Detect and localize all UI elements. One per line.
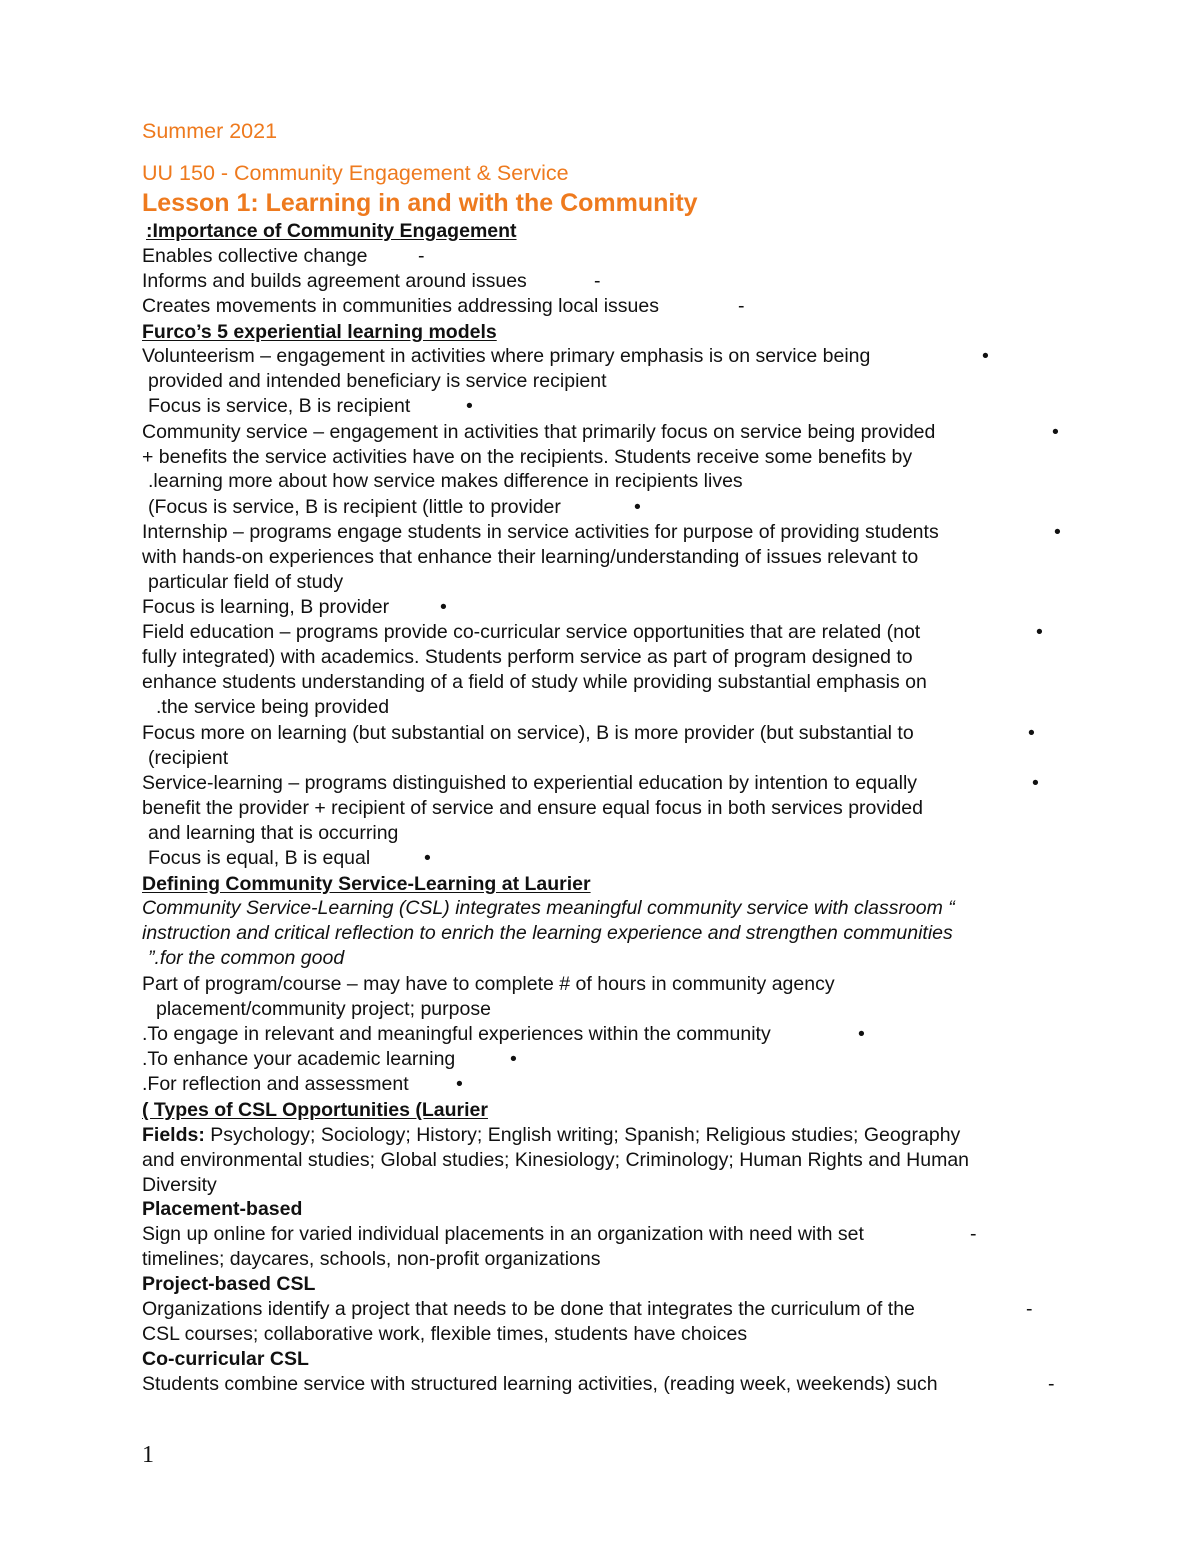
body-line: + benefits the service activities have on the recipients. Students receive some benefits by	[142, 446, 913, 468]
dash-marker: -	[418, 245, 425, 267]
body-line: .To enhance your academic learning	[142, 1048, 456, 1070]
bullet-marker: •	[1052, 421, 1059, 443]
body-line: Service-learning – programs distinguished to experiential education by intention to equally	[142, 772, 918, 794]
body-line: Focus is learning, B provider	[142, 596, 390, 618]
body-line: Informs and builds agreement around issues	[142, 270, 527, 292]
dash-marker: -	[738, 295, 745, 317]
body-line: Enables collective change	[142, 245, 368, 267]
body-line: Part of program/course – may have to complete # of hours in community agency	[142, 973, 835, 995]
fields-label: Fields:	[142, 1124, 205, 1146]
body-line: Volunteerism – engagement in activities where primary emphasis is on service being	[142, 345, 871, 367]
subheading-cocurricular: Co-curricular CSL	[142, 1348, 309, 1370]
body-line: fully integrated) with academics. Students perform service as part of program designed to	[142, 646, 913, 668]
body-line: .the service being provided	[156, 696, 390, 718]
bullet-marker: •	[424, 847, 431, 869]
body-line: Focus is equal, B is equal	[148, 847, 371, 869]
bullet-marker: •	[858, 1023, 865, 1045]
body-line: provided and intended beneficiary is service recipient	[148, 370, 607, 392]
body-line: benefit the provider + recipient of service and ensure equal focus in both services provided	[142, 797, 923, 819]
bullet-marker: •	[1036, 621, 1043, 643]
body-line: Students combine service with structured learning activities, (reading week, weekends) such	[142, 1373, 938, 1395]
bullet-marker: •	[1054, 521, 1061, 543]
subheading-project: Project-based CSL	[142, 1273, 316, 1295]
body-line: with hands-on experiences that enhance their learning/understanding of issues relevant to	[142, 546, 919, 568]
course-title: UU 150 - Community Engagement & Service	[142, 161, 569, 185]
dash-marker: -	[594, 270, 601, 292]
body-line: and environmental studies; Global studies; Kinesiology; Criminology; Human Rights and Human	[142, 1149, 970, 1171]
section-heading-types: ( Types of CSL Opportunities (Laurier	[142, 1099, 488, 1121]
bullet-marker: •	[1028, 722, 1035, 744]
body-line: Creates movements in communities addressing local issues	[142, 295, 659, 317]
bullet-marker: •	[510, 1048, 517, 1070]
section-heading-furco: Furco’s 5 experiential learning models	[142, 321, 497, 343]
body-line: Field education – programs provide co-curricular service opportunities that are related (not	[142, 621, 921, 643]
section-heading-csl: Defining Community Service-Learning at Laurier	[142, 873, 591, 895]
bullet-marker: •	[440, 596, 447, 618]
body-line: (Focus is service, B is recipient (little to provider	[148, 496, 561, 518]
body-line: placement/community project; purpose	[156, 998, 491, 1020]
body-line: Diversity	[142, 1174, 217, 1196]
bullet-marker: •	[466, 395, 473, 417]
body-line: Focus is service, B is recipient	[148, 395, 411, 417]
bullet-marker: •	[456, 1073, 463, 1095]
body-line: Sign up online for varied individual placements in an organization with need with set	[142, 1223, 864, 1245]
body-line: Focus more on learning (but substantial on service), B is more provider (but substantial to	[142, 722, 914, 744]
fields-text: Psychology; Sociology; History; English writing; Spanish; Religious studies; Geography	[210, 1124, 961, 1146]
section-heading-importance: :Importance of Community Engagement	[146, 220, 517, 242]
subheading-placement: Placement-based	[142, 1198, 303, 1220]
dash-marker: -	[1048, 1373, 1055, 1395]
body-line: .To engage in relevant and meaningful experiences within the community	[142, 1023, 771, 1045]
bullet-marker: •	[634, 496, 641, 518]
dash-marker: -	[1026, 1298, 1033, 1320]
body-line: particular field of study	[148, 571, 344, 593]
body-line: enhance students understanding of a field of study while providing substantial emphasis on	[142, 671, 927, 693]
body-line: .learning more about how service makes difference in recipients lives	[148, 470, 743, 492]
body-line: (recipient	[148, 747, 229, 769]
body-line: .For reflection and assessment	[142, 1073, 409, 1095]
body-line: Community service – engagement in activities that primarily focus on service being provided	[142, 421, 936, 443]
lesson-title: Lesson 1: Learning in and with the Community	[142, 189, 698, 217]
dash-marker: -	[970, 1223, 977, 1245]
body-line: CSL courses; collaborative work, flexible times, students have choices	[142, 1323, 748, 1345]
bullet-marker: •	[1032, 772, 1039, 794]
quote-line: ”.for the common good	[148, 947, 345, 969]
term-heading: Summer 2021	[142, 119, 278, 143]
bullet-marker: •	[982, 345, 989, 367]
quote-line: Community Service-Learning (CSL) integrates meaningful community service with classroom “	[142, 897, 955, 919]
body-line: Organizations identify a project that needs to be done that integrates the curriculum of the	[142, 1298, 915, 1320]
body-line: Internship – programs engage students in service activities for purpose of providing students	[142, 521, 939, 543]
body-line: and learning that is occurring	[148, 822, 399, 844]
fields-line	[142, 1123, 960, 1147]
quote-line: instruction and critical reflection to enrich the learning experience and strengthen communities	[142, 922, 953, 944]
page-number: 1	[142, 1442, 154, 1468]
body-line: timelines; daycares, schools, non-profit organizations	[142, 1248, 601, 1270]
